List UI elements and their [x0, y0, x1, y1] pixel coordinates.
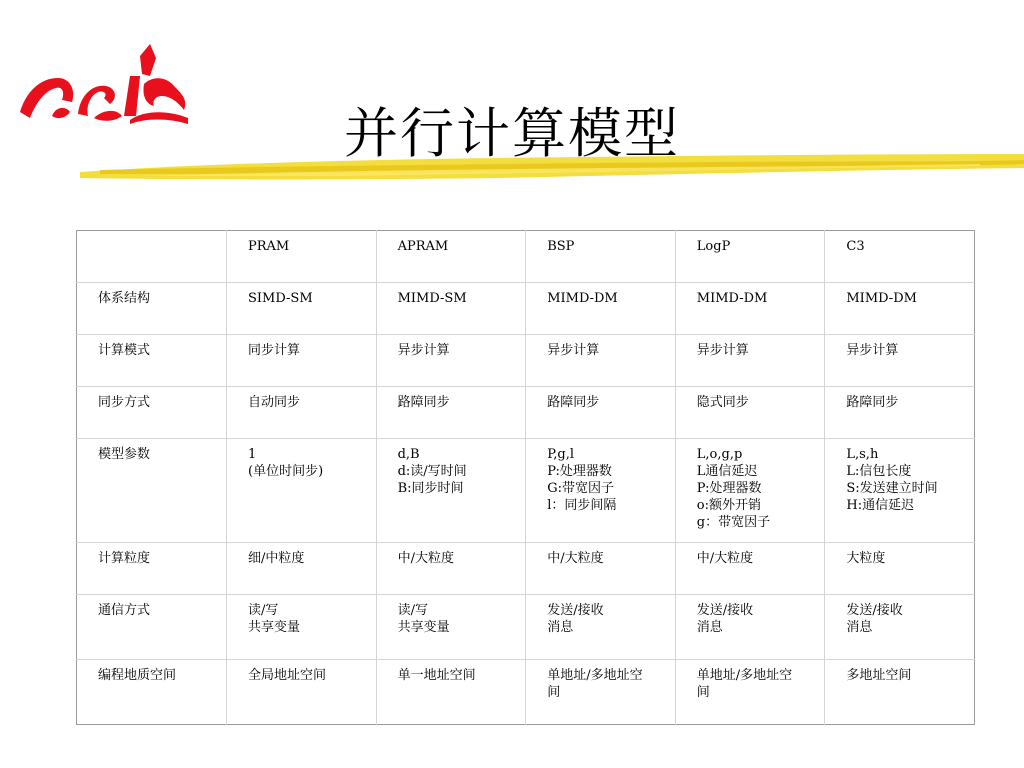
table-cell: MIMD-DM [825, 283, 975, 335]
table-cell: 路障同步 [825, 387, 975, 439]
table-row [77, 660, 975, 725]
table-cell: 自动同步 [227, 387, 377, 439]
table-row [77, 387, 975, 439]
table-cell: 发送/接收 消息 [675, 595, 825, 660]
row-label: 同步方式 [77, 387, 227, 439]
table-cell: 全局地址空间 [227, 660, 377, 725]
table-row [77, 283, 975, 335]
row-label: 模型参数 [77, 439, 227, 543]
table-row [77, 335, 975, 387]
table-cell: 发送/接收 消息 [825, 595, 975, 660]
header-cell: BSP [526, 231, 676, 283]
table-cell: 异步计算 [825, 335, 975, 387]
table-cell: 单一地址空间 [376, 660, 526, 725]
table-row [77, 543, 975, 595]
header-cell: APRAM [376, 231, 526, 283]
row-label: 体系结构 [77, 283, 227, 335]
table-cell: MIMD-DM [526, 283, 676, 335]
table-cell: L,o,g,p L通信延迟 P:处理器数 o:额外开销 g：带宽因子 [675, 439, 825, 543]
table-cell: 读/写 共享变量 [227, 595, 377, 660]
table-cell: 大粒度 [825, 543, 975, 595]
header-cell: PRAM [227, 231, 377, 283]
table-cell: 发送/接收 消息 [526, 595, 676, 660]
table-cell: 读/写 共享变量 [376, 595, 526, 660]
row-label: 计算粒度 [77, 543, 227, 595]
slide-title: 并行计算模型 [344, 102, 680, 165]
header-cell [77, 231, 227, 283]
table-cell: 同步计算 [227, 335, 377, 387]
table-row [77, 439, 975, 543]
row-label: 编程地质空间 [77, 660, 227, 725]
table-cell: MIMD-SM [376, 283, 526, 335]
table-cell: 异步计算 [675, 335, 825, 387]
table-cell: SIMD-SM [227, 283, 377, 335]
table-cell: L,s,h L:信包长度 S:发送建立时间 H:通信延迟 [825, 439, 975, 543]
table-header-row [77, 231, 975, 283]
table-cell: 单地址/多地址空 间 [675, 660, 825, 725]
table-cell: P,g,l P:处理器数 G:带宽因子 l：同步间隔 [526, 439, 676, 543]
table-cell: 1 (单位时间步) [227, 439, 377, 543]
table-cell: 多地址空间 [825, 660, 975, 725]
table-row [77, 595, 975, 660]
table-cell: 路障同步 [526, 387, 676, 439]
models-table [76, 230, 975, 725]
row-label: 通信方式 [77, 595, 227, 660]
table-cell: 细/中粒度 [227, 543, 377, 595]
table-cell: 单地址/多地址空 间 [526, 660, 676, 725]
table-cell: 异步计算 [526, 335, 676, 387]
table-cell: 中/大粒度 [526, 543, 676, 595]
header-cell: C3 [825, 231, 975, 283]
row-label: 计算模式 [77, 335, 227, 387]
table-cell: MIMD-DM [675, 283, 825, 335]
table-cell: 隐式同步 [675, 387, 825, 439]
table-cell: 中/大粒度 [376, 543, 526, 595]
header-cell: LogP [675, 231, 825, 283]
table-cell: 路障同步 [376, 387, 526, 439]
table-cell: d,B d:读/写时间 B:同步时间 [376, 439, 526, 543]
table-cell: 中/大粒度 [675, 543, 825, 595]
table-cell: 异步计算 [376, 335, 526, 387]
